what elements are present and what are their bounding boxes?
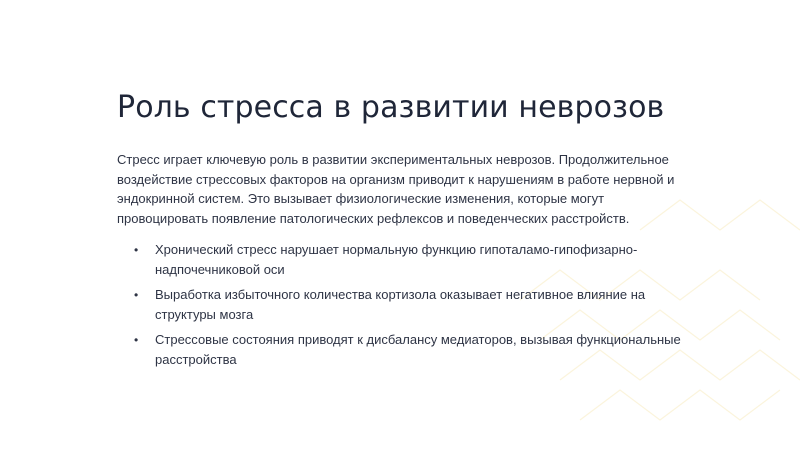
- bullet-item: [117, 330, 687, 369]
- bullet-text: Стрессовые состояния приводят к дисбалансу медиаторов, вызывая функциональные расстройства: [155, 332, 681, 367]
- bullet-list: [117, 240, 687, 369]
- bullet-item: [117, 285, 687, 324]
- bullet-text: Хронический стресс нарушает нормальную функцию гипоталамо-гипофизарно-надпочечниковой оси: [155, 242, 638, 277]
- bullet-dot-icon: •: [134, 333, 139, 347]
- slide-title: Роль стресса в развитии неврозов: [117, 90, 665, 125]
- bullet-dot-icon: •: [134, 288, 139, 302]
- bullet-dot-icon: •: [134, 243, 139, 257]
- intro-paragraph: Стресс играет ключевую роль в развитии экспериментальных неврозов. Продолжительное воздействие стрессовых факторов на организм приводит к нарушениям в работе нервной и эндокринной систем. Это вызывает физиологические изменения, которые могут провоцировать появление патологических рефлексов и поведенческих расстройств.: [117, 152, 675, 226]
- bullet-text: Выработка избыточного количества кортизола оказывает негативное влияние на структуры мозга: [155, 287, 646, 322]
- bullet-item: [117, 240, 687, 279]
- slide-content: [117, 88, 687, 375]
